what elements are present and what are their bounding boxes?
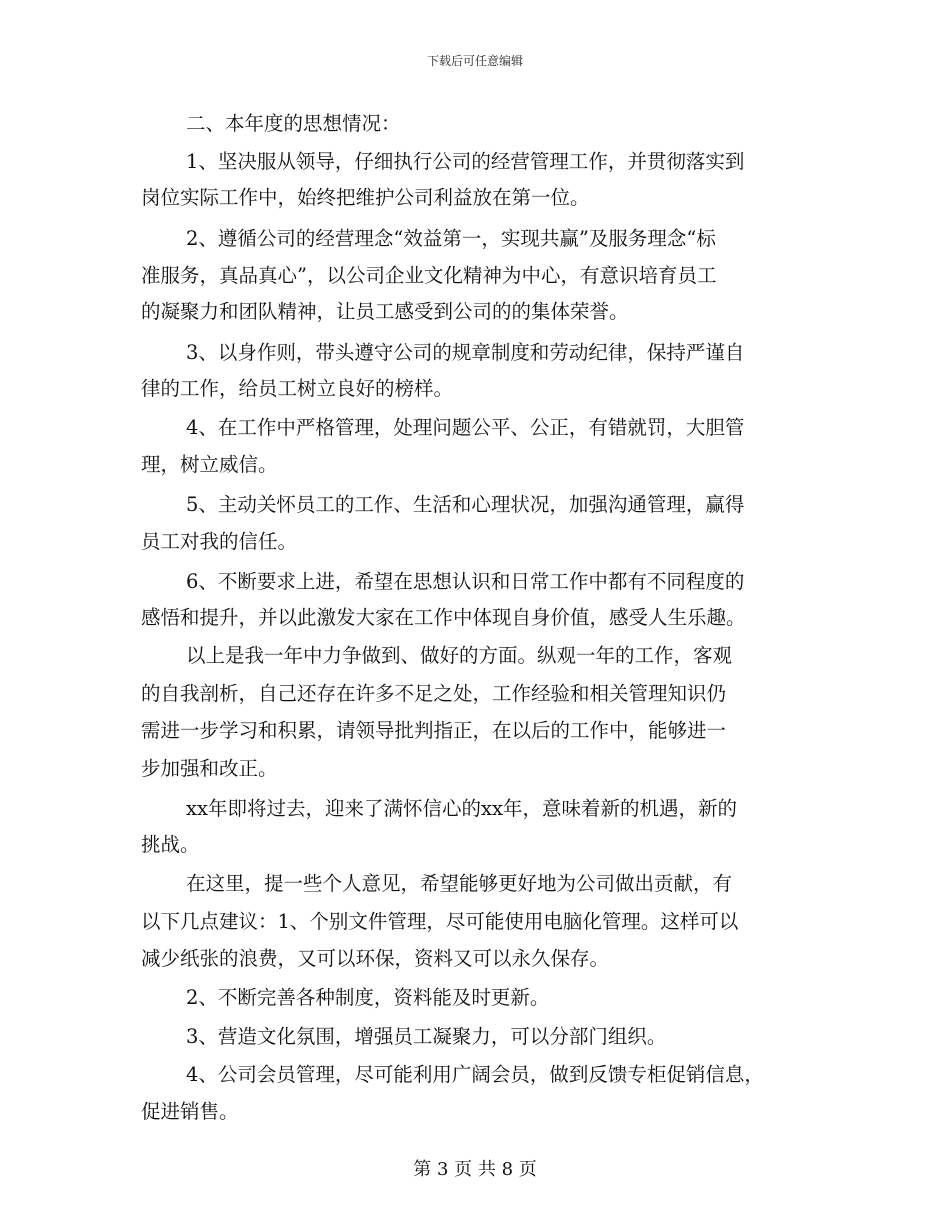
page-footer: 第 3 页 共 8 页 [413, 1159, 537, 1180]
paragraph-line: 2、不断完善各种制度，资料能及时更新。 [186, 986, 550, 1009]
paragraph-line: 1、坚决服从领导，仔细执行公司的经营管理工作，并贯彻落实到 [186, 150, 745, 173]
paragraph-line: 理，树立威信。 [141, 453, 278, 476]
paragraph-line: 5、主动关怀员工的工作、生活和心理状况，加强沟通管理，赢得 [186, 493, 745, 516]
paragraph-line: 2、遵循公司的经营理念“效益第一，实现共赢”及服务理念“标 [186, 227, 716, 250]
paragraph-line: 4、在工作中严格管理，处理问题公平、公正，有错就罚，大胆管 [186, 416, 745, 439]
paragraph-line: 以下几点建议：1、个别文件管理，尽可能使用电脑化管理。这样可以 [141, 910, 739, 933]
paragraph-line: 3、营造文化氛围，增强员工凝聚力，可以分部门组织。 [186, 1025, 667, 1048]
paragraph-line: 律的工作，给员工树立良好的榜样。 [141, 377, 454, 400]
page-header: 下载后可任意编辑 [426, 54, 523, 68]
heading-ideology: 二、本年度的思想情况： [186, 112, 401, 135]
paragraph-line: 促进销售。 [141, 1100, 239, 1123]
paragraph-line: 以上是我一年中力争做到、做好的方面。纵观一年的工作，客观 [186, 644, 733, 667]
paragraph-line: xx年即将过去，迎来了满怀信心的xx年，意味着新的机遇，新的 [186, 797, 737, 820]
paragraph-line: 需进一步学习和积累，请领导批判指正，在以后的工作中，能够进一 [141, 719, 727, 742]
paragraph-line: 的自我剖析，自己还存在许多不足之处，工作经验和相关管理知识仍 [141, 682, 727, 705]
paragraph-line: 3、以身作则，带头遵守公司的规章制度和劳动纪律，保持严谨自 [186, 341, 745, 364]
paragraph-line: 挑战。 [141, 833, 200, 856]
paragraph-line: 员工对我的信任。 [141, 530, 298, 553]
paragraph-line: 步加强和改正。 [141, 757, 278, 780]
paragraph-line: 准服务，真品真心”，以公司企业文化精神为中心，有意识培育员工 [141, 264, 717, 287]
paragraph-line: 感悟和提升，并以此激发大家在工作中体现自身价值，感受人生乐趣。 [141, 606, 746, 629]
paragraph-line: 在这里，提一些个人意见，希望能够更好地为公司做出贡献，有 [186, 872, 733, 895]
paragraph-line: 减少纸张的浪费，又可以环保，资料又可以永久保存。 [141, 947, 610, 970]
paragraph-line: 4、公司会员管理，尽可能利用广阔会员，做到反馈专柜促销信息， [186, 1063, 764, 1086]
paragraph-line: 的凝聚力和团队精神，让员工感受到公司的的集体荣誉。 [141, 300, 629, 323]
paragraph-line: 岗位实际工作中，始终把维护公司利益放在第一位。 [141, 186, 590, 209]
paragraph-line: 6、不断要求上进，希望在思想认识和日常工作中都有不同程度的 [186, 570, 745, 593]
